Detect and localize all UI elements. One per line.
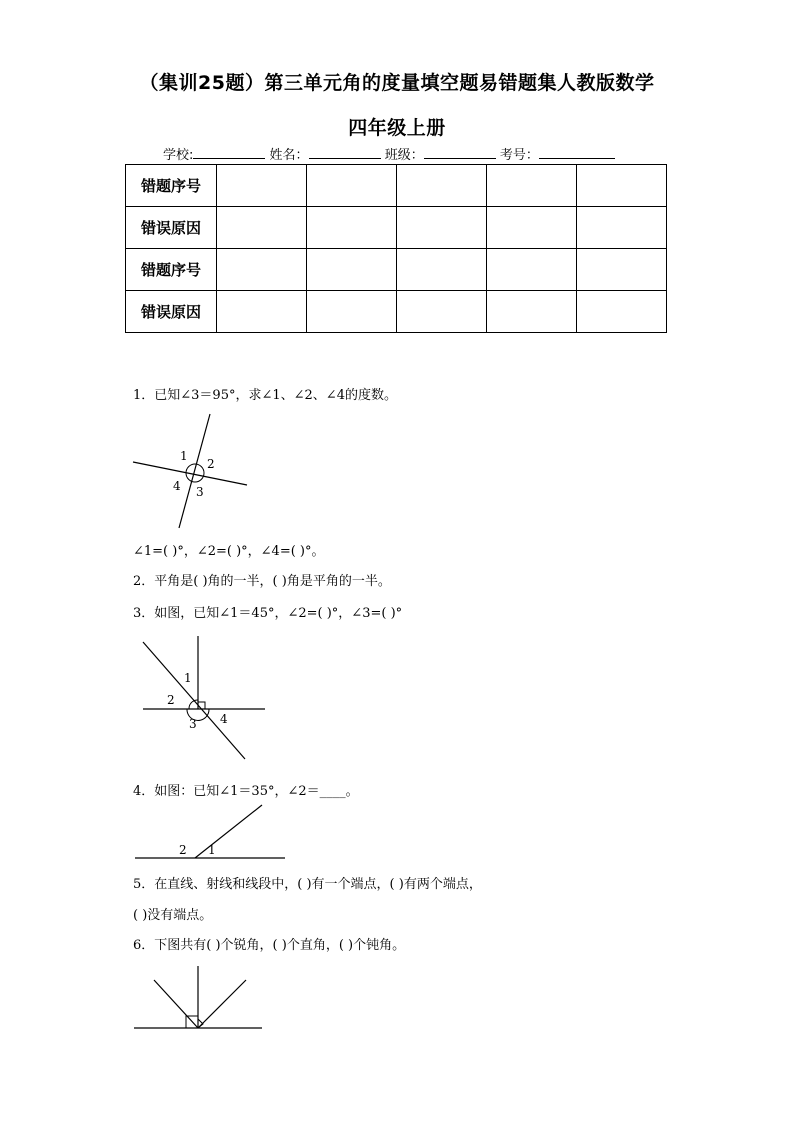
table-row <box>126 249 667 291</box>
angle-label-1: 1 <box>180 449 188 463</box>
question-6-figure <box>130 962 265 1034</box>
table-cell[interactable] <box>577 291 667 333</box>
table-cell[interactable] <box>307 165 397 207</box>
angle-label-3: 3 <box>189 717 197 731</box>
question-5-text-line1: 5．在直线、射线和线段中，( )有一个端点，( )有两个端点， <box>133 877 482 892</box>
question-1-figure <box>125 410 255 535</box>
row-header: 错误原因 <box>126 207 217 249</box>
name-field[interactable] <box>309 146 381 159</box>
angle-label-1: 1 <box>208 843 216 857</box>
table-cell[interactable] <box>577 249 667 291</box>
table-cell[interactable] <box>487 207 577 249</box>
exam-number-label: 考号： <box>499 148 539 163</box>
table-cell[interactable] <box>217 249 307 291</box>
question-6-text: 6．下图共有( )个锐角，( )个直角，( )个钝角。 <box>133 938 406 953</box>
line-slanted <box>195 805 262 858</box>
table-cell[interactable] <box>217 291 307 333</box>
question-1-answer: ∠1=( )°，∠2=( )°，∠4=( )°。 <box>133 544 325 559</box>
table-cell[interactable] <box>577 207 667 249</box>
question-2-text: 2．平角是( )角的一半，( )角是平角的一半。 <box>133 574 391 589</box>
table-cell[interactable] <box>307 207 397 249</box>
angle-2-arc <box>189 702 192 709</box>
question-3-text: 3．如图，已知∠1＝45°，∠2=( )°，∠3=( )° <box>133 606 403 621</box>
row-header: 错题序号 <box>126 249 217 291</box>
angle-label-2: 2 <box>167 693 175 707</box>
angle-4-arc <box>206 709 209 717</box>
angle-label-4: 4 <box>173 479 181 493</box>
table-cell[interactable] <box>577 165 667 207</box>
line-right-slanted <box>198 980 246 1028</box>
table-cell[interactable] <box>487 165 577 207</box>
table-cell[interactable] <box>397 249 487 291</box>
table-cell[interactable] <box>487 249 577 291</box>
table-cell[interactable] <box>217 207 307 249</box>
question-1-text: 1．已知∠3＝95°，求∠1、∠2、∠4的度数。 <box>133 388 397 403</box>
table-cell[interactable] <box>307 291 397 333</box>
row-header: 错误原因 <box>126 291 217 333</box>
table-cell[interactable] <box>487 291 577 333</box>
angle-label-1: 1 <box>184 671 192 685</box>
table-cell[interactable] <box>307 249 397 291</box>
line-slanted <box>179 414 210 528</box>
row-header: 错题序号 <box>126 165 217 207</box>
table-cell[interactable] <box>397 207 487 249</box>
angle-label-3: 3 <box>196 485 204 499</box>
question-4-figure <box>130 802 290 864</box>
table-cell[interactable] <box>397 291 487 333</box>
angle-label-2: 2 <box>179 843 187 857</box>
question-3-figure <box>138 632 273 762</box>
angle-label-2: 2 <box>207 457 215 471</box>
class-field[interactable] <box>424 146 496 159</box>
class-label: 班级： <box>384 148 424 163</box>
table-cell[interactable] <box>397 165 487 207</box>
angle-label-4: 4 <box>220 712 228 726</box>
table-row <box>126 291 667 333</box>
question-4-text: 4．如图：已知∠1＝35°，∠2＝____。 <box>133 784 359 799</box>
table-cell[interactable] <box>217 165 307 207</box>
school-field[interactable] <box>193 146 265 159</box>
school-label: 学校: <box>163 148 194 163</box>
question-5-text-line2: ( )没有端点。 <box>133 908 213 923</box>
name-label: 姓名： <box>269 148 309 163</box>
line-left-slanted <box>154 980 198 1028</box>
table-row <box>126 165 667 207</box>
table-row <box>126 207 667 249</box>
error-record-table <box>125 164 667 333</box>
student-info-line <box>163 144 615 163</box>
document-title-line2: 四年级上册 <box>348 117 446 139</box>
exam-number-field[interactable] <box>539 146 615 159</box>
document-title-line1: （集训25题）第三单元角的度量填空题易错题集人教版数学 <box>139 72 655 94</box>
